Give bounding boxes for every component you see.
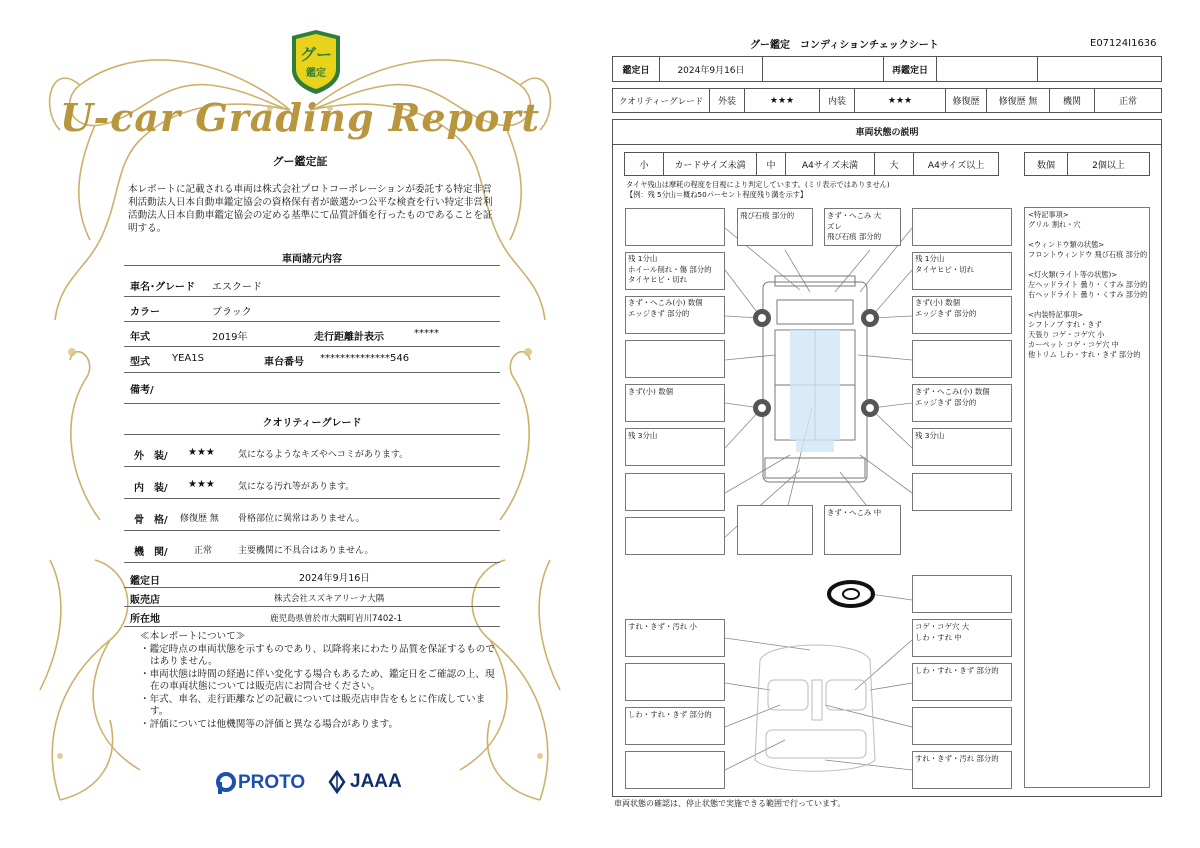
quality-grade-label: クオリティーグレード — [612, 88, 710, 113]
proto-logo — [216, 772, 305, 794]
condition-box — [912, 575, 1012, 613]
certificate-text: 本レポートに記載される車両は株式会社プロトコーポレーションが委託する特定非営利活動法人日本自動車鑑定協会の資格保有者が厳選かつ公平な検査を行い特定非営利活動法人日本自動車鑑定協会の定める基準にて品質評価を行ったものであることを証明する。 — [128, 184, 493, 234]
inspect-date-label: 鑑定日 — [612, 56, 660, 82]
note-item: ・車両状態は時間の経過に伴い変化する場合もあるため、鑑定日をご確認の上、現在の車両状態については販売店にお問合せください。 — [140, 668, 495, 692]
car-name-value: エスクード — [212, 282, 262, 293]
size-large-desc: A4サイズ以上 — [913, 152, 999, 176]
goo-kantei-badge — [288, 30, 344, 94]
year-label: 年式 — [130, 332, 150, 343]
exterior-label: 外 装/ — [134, 451, 168, 462]
model-value: YEA1S — [172, 353, 204, 364]
front-right-tire-note: 残 1分山 タイヤヒビ・切れ — [915, 254, 974, 274]
jaaa-logo — [328, 770, 402, 794]
chassis-value: **************546 — [320, 353, 410, 364]
condition-box — [625, 751, 725, 789]
svg-text:グー: グー — [299, 45, 333, 64]
interior-right-note: コゲ・コゲ穴 大 しわ・すれ 中 — [915, 622, 970, 642]
document-id: E07124I1636 — [1090, 38, 1157, 49]
condition-box — [625, 340, 725, 378]
condition-box — [912, 707, 1012, 745]
frame-text: 骨格部位に異常はありません。 — [238, 514, 365, 524]
jaaa-mark-icon — [328, 770, 346, 794]
condition-box — [625, 517, 725, 555]
report-title: U-car Grading Report — [59, 95, 541, 140]
dealer-row — [124, 588, 500, 607]
steering-wheel-icon — [829, 582, 873, 606]
front-right-note: きず・へこみ 大 ズレ 飛び石痕 部分的 — [827, 211, 882, 241]
left-front-note: きず・へこみ(小) 数個 エッジきず 部分的 — [628, 298, 703, 318]
condition-box — [912, 208, 1012, 246]
engine-text: 主要機関に不具合はありません。 — [238, 546, 374, 556]
condition-box — [625, 473, 725, 511]
date-value: 2024年9月16日 — [299, 573, 370, 584]
right-front-note: きず(小) 数個 エッジきず 部分的 — [915, 298, 977, 318]
engine-value: 正常 — [1094, 88, 1162, 113]
frame-row — [124, 504, 500, 531]
jaaa-logo-text: JAAA — [350, 771, 402, 792]
note-item: ・鑑定時点の車両状態を示すものであり、以降将来にわたり品質を保証するものではありません。 — [140, 643, 495, 667]
interior-left-note: しわ・すれ・きず 部分的 — [628, 710, 712, 719]
interior-stars: ★★★ — [854, 88, 946, 113]
exterior-label: 外装 — [709, 88, 745, 113]
condition-box — [737, 505, 813, 555]
note-item: ・年式、車名、走行距離などの記載については販売店申告をもとに作成しています。 — [140, 693, 486, 717]
repair-history-label: 修復歴 — [945, 88, 987, 113]
reinspect-date-label: 再鑑定日 — [883, 56, 937, 82]
certificate-title: グー鑑定証 — [272, 155, 328, 168]
frame-label: 骨 格/ — [134, 515, 168, 526]
exterior-row — [124, 440, 500, 467]
date-label: 鑑定日 — [130, 576, 160, 587]
exterior-text: 気になるようなキズやヘコミがあります。 — [238, 450, 409, 460]
mileage-value: ***** — [414, 328, 439, 339]
svg-text:鑑定: 鑑定 — [306, 68, 326, 79]
grade-divider — [124, 434, 500, 435]
date-row — [124, 567, 500, 588]
interior-right-note: しわ・すれ・きず 部分的 — [915, 666, 999, 675]
spec-divider — [124, 265, 500, 266]
address-row — [124, 607, 500, 627]
shield-badge-icon — [288, 30, 344, 94]
condition-box — [625, 663, 725, 701]
exterior-stars: ★★★ — [188, 447, 215, 458]
proto-logo-text: PROTO — [238, 772, 306, 793]
size-small-label: 小 — [624, 152, 664, 176]
car-name-row — [124, 272, 500, 297]
size-mid-label: 中 — [756, 152, 786, 176]
condition-check-sheet — [600, 0, 1200, 848]
year-value: 2019年 — [212, 332, 248, 343]
dealer-value: 株式会社スズキアリーナ大隅 — [274, 594, 385, 604]
grade-section-title: クオリティーグレード — [262, 418, 362, 429]
sheet-footer: 車両状態の確認は、停止状態で実施できる範囲で行っています。 — [614, 799, 846, 808]
interior-stars: ★★★ — [188, 479, 215, 490]
remarks-label: 備考/ — [130, 385, 154, 396]
color-label: カラー — [130, 307, 160, 318]
exterior-stars: ★★★ — [744, 88, 820, 113]
left-rear-note: きず(小) 数個 — [628, 387, 674, 396]
interior-row — [124, 472, 500, 499]
color-value: ブラック — [212, 307, 252, 318]
dealer-label: 販売店 — [130, 595, 160, 606]
condition-box — [912, 473, 1012, 511]
repair-history-value: 修復歴 無 — [986, 88, 1050, 113]
car-name-label: 車名･グレード — [130, 282, 195, 293]
rear-note: きず・へこみ 中 — [827, 508, 882, 517]
model-label: 型式 — [130, 357, 150, 368]
tread-note: タイヤ残山は摩耗の程度を目視により判定しています。(ミリ表示ではありません) — [626, 180, 890, 189]
size-count-desc: 2個以上 — [1067, 152, 1150, 176]
engine-label: 機 関/ — [134, 547, 168, 558]
frame-value: 修復歴 無 — [180, 514, 219, 524]
mileage-label: 走行距離計表示 — [314, 332, 384, 343]
size-mid-desc: A4サイズ未満 — [785, 152, 875, 176]
engine-row — [124, 536, 500, 563]
special-notes: <特記事項> グリル 割れ・穴 <ウィンドウ類の状態> フロントウィンドウ 飛び石痕 部分的 <灯火類(ライト等の状態)> 左ヘッドライト 曇り・くすみ 部分的 右ヘッドライト 曇り・くすみ 部分的 <内装特記事項> シフトノブ すれ・きず 天張り コゲ・コゲ穴 小 カーペット コゲ・コゲ穴 中 他トリム しわ・すれ・きず 部分的 — [1028, 210, 1148, 359]
interior-text: 気になる汚れ等があります。 — [238, 482, 355, 492]
remarks-row — [124, 373, 500, 404]
interior-label: 内装 — [819, 88, 855, 113]
right-rear-note: きず・へこみ(小) 数個 エッジきず 部分的 — [915, 387, 990, 407]
spec-section-title: 車両諸元内容 — [282, 254, 342, 265]
condition-box — [625, 208, 725, 246]
size-large-label: 大 — [874, 152, 914, 176]
rear-right-tire-note: 残 3分山 — [915, 431, 945, 440]
year-row — [124, 322, 500, 347]
sheet-title: グー鑑定 コンディションチェックシート — [750, 40, 939, 51]
chassis-label: 車台番号 — [264, 357, 304, 368]
rear-left-tire-note: 残 3分山 — [628, 431, 658, 440]
size-small-desc: カードサイズ未満 — [663, 152, 757, 176]
front-top-note: 飛び石痕 部分的 — [740, 211, 795, 220]
interior-left-note: すれ・きず・汚れ 小 — [628, 622, 697, 631]
size-count-label: 数個 — [1024, 152, 1068, 176]
front-left-tire-note: 残 1分山 ホイール削れ・傷 部分的 タイヤヒビ・切れ — [628, 254, 712, 284]
proto-mark-icon — [216, 772, 236, 794]
notes-title: ≪本レポートについて≫ — [140, 631, 246, 642]
engine-value: 正常 — [194, 546, 213, 556]
engine-label: 機関 — [1049, 88, 1095, 113]
model-row — [124, 347, 500, 373]
tread-example: 【例：残 5分山＝概ね50パーセント程度残り溝を示す】 — [626, 190, 808, 199]
address-value: 鹿児島県曽於市大隅町岩川7402-1 — [270, 614, 403, 624]
address-label: 所在地 — [130, 614, 160, 625]
interior-label: 内 装/ — [134, 483, 168, 494]
condition-box — [912, 340, 1012, 378]
color-row — [124, 297, 500, 322]
inspect-date-value: 2024年9月16日 — [659, 56, 763, 82]
report-notes — [140, 631, 500, 731]
condition-title: 車両状態の説明 — [612, 119, 1162, 145]
note-item: ・評価については他機関等の評価と異なる場合があります。 — [140, 718, 399, 730]
interior-right-note: すれ・きず・汚れ 部分的 — [915, 754, 999, 763]
